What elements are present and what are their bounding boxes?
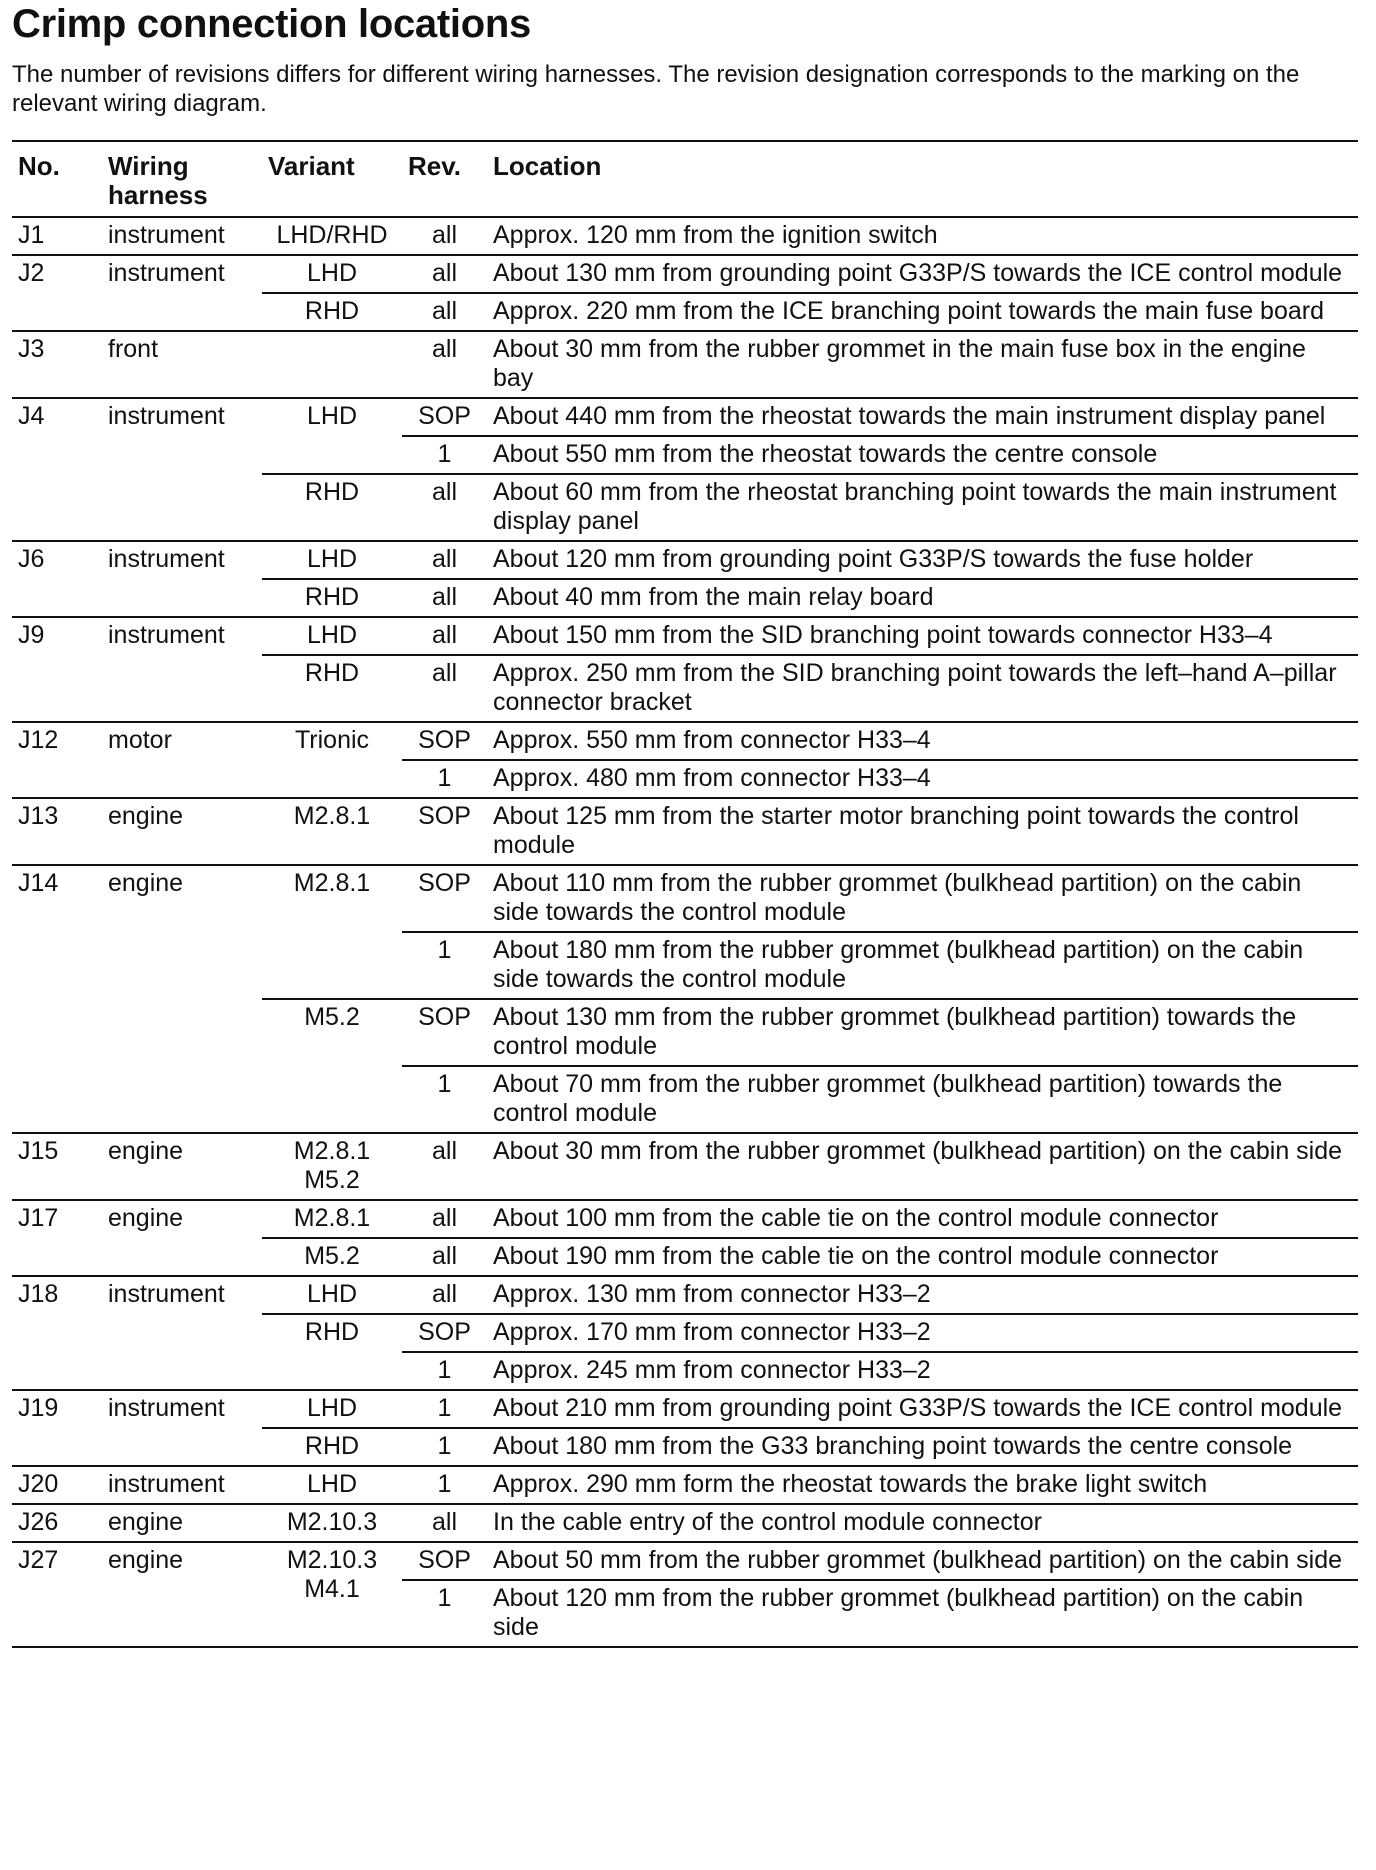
revision: 1 <box>402 1352 487 1390</box>
location-text: Approx. 130 mm from connector H33–2 <box>493 1280 931 1308</box>
variant: RHD <box>262 293 402 331</box>
wiring-harness: instrument <box>108 402 225 430</box>
table-row <box>12 1133 1358 1200</box>
crimp-no: J18 <box>18 1280 59 1308</box>
revision: SOP <box>418 726 471 754</box>
header-no: No. <box>18 151 60 181</box>
revision: 1 <box>402 1580 487 1647</box>
variant: M2.8.1 <box>293 869 371 897</box>
wiring-harness: engine <box>108 1204 184 1232</box>
table-header-row <box>12 141 1358 217</box>
location-text: About 70 mm from the rubber grommet (bulkhead partition) towards the control module <box>487 1066 1358 1133</box>
revision: 1 <box>402 1428 487 1466</box>
variant: LHD <box>306 402 357 430</box>
location-text: About 100 mm from the cable tie on the control module connector <box>493 1204 1219 1232</box>
crimp-no: J26 <box>18 1508 59 1536</box>
location-text: About 130 mm from grounding point G33P/S towards the ICE control module <box>493 259 1343 287</box>
wiring-harness: instrument <box>108 621 225 649</box>
intro-paragraph: The number of revisions differs for different wiring harnesses. The revision designation corresponds to the marking on the relevant wiring diagram. <box>12 61 1300 117</box>
wiring-harness: front <box>108 335 159 363</box>
crimp-no: J20 <box>18 1470 59 1498</box>
header-rev: Rev. <box>408 151 461 181</box>
revision: all <box>402 579 487 617</box>
wiring-harness: engine <box>108 802 184 830</box>
variant: Trionic <box>294 726 370 754</box>
variant: RHD <box>262 579 402 617</box>
table-row <box>12 217 1358 255</box>
crimp-no: J14 <box>18 869 59 897</box>
wiring-harness: instrument <box>108 259 225 287</box>
wiring-harness: instrument <box>108 1394 225 1422</box>
location-text: In the cable entry of the control module connector <box>493 1508 1042 1536</box>
location-text: About 60 mm from the rheostat branching point towards the main instrument display panel <box>487 474 1358 541</box>
table-row <box>12 1276 1358 1314</box>
variant: LHD <box>306 545 357 573</box>
variant: M2.10.3 <box>286 1508 378 1536</box>
variant: LHD <box>306 259 357 287</box>
variant: LHD <box>306 1280 357 1308</box>
location-text: About 150 mm from the SID branching point towards connector H33–4 <box>493 621 1273 649</box>
wiring-harness: engine <box>108 869 184 897</box>
location-text: Approx. 550 mm from connector H33–4 <box>493 726 931 754</box>
variant: M5.2 <box>262 1238 402 1276</box>
wiring-harness: motor <box>108 726 172 754</box>
location-text: About 180 mm from the rubber grommet (bulkhead partition) on the cabin side towards the control module <box>487 932 1358 999</box>
location-text: About 110 mm from the rubber grommet (bulkhead partition) on the cabin side towards the control module <box>493 869 1302 926</box>
location-text: About 50 mm from the rubber grommet (bulkhead partition) on the cabin side <box>493 1546 1343 1574</box>
crimp-no: J17 <box>18 1204 59 1232</box>
revision: all <box>431 1204 457 1232</box>
revision: 1 <box>402 760 487 798</box>
variant: RHD <box>262 655 402 722</box>
revision: SOP <box>402 1314 487 1352</box>
location-text: About 550 mm from the rheostat towards the centre console <box>487 436 1358 474</box>
revision: all <box>402 1238 487 1276</box>
crimp-no: J1 <box>18 221 45 249</box>
revision: all <box>431 621 457 649</box>
header-wiring-harness: Wiring harness <box>108 151 208 210</box>
location-text: Approx. 290 mm form the rheostat towards the brake light switch <box>493 1470 1208 1498</box>
revision: all <box>402 655 487 722</box>
variant: LHD <box>306 1394 357 1422</box>
table-row <box>12 255 1358 293</box>
revision: SOP <box>418 802 471 830</box>
table-row <box>12 722 1358 760</box>
table-row <box>12 798 1358 865</box>
wiring-harness: instrument <box>108 1280 225 1308</box>
location-text: Approx. 120 mm from the ignition switch <box>493 221 938 249</box>
location-text: Approx. 480 mm from connector H33–4 <box>487 760 1358 798</box>
variant: LHD <box>306 621 357 649</box>
location-text: About 30 mm from the rubber grommet in the main fuse box in the engine bay <box>493 335 1306 392</box>
wiring-harness: engine <box>108 1508 184 1536</box>
variant: RHD <box>262 474 402 541</box>
location-text: About 440 mm from the rheostat towards the main instrument display panel <box>493 402 1326 430</box>
location-text: Approx. 250 mm from the SID branching point towards the left–hand A–pillar connector bracket <box>487 655 1358 722</box>
revision: 1 <box>402 436 487 474</box>
crimp-no: J19 <box>18 1394 59 1422</box>
wiring-harness: instrument <box>108 1470 225 1498</box>
variant: LHD/RHD <box>276 221 388 249</box>
variant: M5.2 <box>262 999 402 1133</box>
revision: SOP <box>402 999 487 1066</box>
location-text: About 130 mm from the rubber grommet (bulkhead partition) towards the control module <box>487 999 1358 1066</box>
variant: M2.8.1 M5.2 <box>293 1137 371 1194</box>
variant: RHD <box>262 1428 402 1466</box>
variant <box>262 331 402 398</box>
page-title: Crimp connection locations <box>12 2 531 46</box>
revision: 1 <box>402 932 487 999</box>
table-row <box>12 331 1358 398</box>
crimp-no: J12 <box>18 726 59 754</box>
revision: SOP <box>418 402 471 430</box>
wiring-harness: instrument <box>108 545 225 573</box>
revision: all <box>402 474 487 541</box>
location-text: About 125 mm from the starter motor branching point towards the control module <box>493 802 1299 859</box>
location-text: About 40 mm from the main relay board <box>487 579 1358 617</box>
revision: SOP <box>418 1546 471 1574</box>
revision: all <box>431 1137 457 1165</box>
crimp-no: J3 <box>18 335 45 363</box>
table-body <box>12 217 1358 1647</box>
wiring-harness: engine <box>108 1137 184 1165</box>
crimp-no: J27 <box>18 1546 59 1574</box>
revision: 1 <box>402 1066 487 1133</box>
table-row <box>12 1504 1358 1542</box>
revision: all <box>431 545 457 573</box>
crimp-locations-table <box>12 140 1358 1648</box>
crimp-no: J6 <box>18 545 45 573</box>
crimp-no: J13 <box>18 802 59 830</box>
variant: RHD <box>262 1314 402 1390</box>
revision: SOP <box>418 869 471 897</box>
wiring-harness: instrument <box>108 221 225 249</box>
table-row <box>12 1542 1358 1580</box>
table-row <box>12 398 1358 436</box>
revision: all <box>431 335 457 363</box>
table-row <box>12 617 1358 655</box>
wiring-harness: engine <box>108 1546 184 1574</box>
table-row <box>12 1466 1358 1504</box>
table-row <box>12 1390 1358 1428</box>
table-row <box>12 541 1358 579</box>
location-text: About 190 mm from the cable tie on the control module connector <box>487 1238 1358 1276</box>
crimp-no: J4 <box>18 402 45 430</box>
location-text: About 210 mm from grounding point G33P/S towards the ICE control module <box>493 1394 1343 1422</box>
variant: M2.8.1 <box>293 802 371 830</box>
revision: all <box>431 259 457 287</box>
header-variant: Variant <box>268 151 355 181</box>
revision: all <box>402 293 487 331</box>
location-text: About 120 mm from grounding point G33P/S towards the fuse holder <box>493 545 1254 573</box>
revision: 1 <box>437 1394 452 1422</box>
crimp-no: J15 <box>18 1137 59 1165</box>
location-text: About 120 mm from the rubber grommet (bulkhead partition) on the cabin side <box>487 1580 1358 1647</box>
crimp-no: J9 <box>18 621 45 649</box>
header-location: Location <box>493 151 602 181</box>
table-row <box>12 1200 1358 1238</box>
variant: M2.8.1 <box>293 1204 371 1232</box>
revision: 1 <box>437 1470 452 1498</box>
variant: LHD <box>306 1470 357 1498</box>
location-text: Approx. 245 mm from connector H33–2 <box>487 1352 1358 1390</box>
revision: all <box>431 221 457 249</box>
crimp-no: J2 <box>18 259 45 287</box>
location-text: About 30 mm from the rubber grommet (bulkhead partition) on the cabin side <box>493 1137 1343 1165</box>
location-text: About 180 mm from the G33 branching point towards the centre console <box>487 1428 1358 1466</box>
location-text: Approx. 220 mm from the ICE branching point towards the main fuse board <box>487 293 1358 331</box>
revision: all <box>431 1280 457 1308</box>
revision: all <box>431 1508 457 1536</box>
location-text: Approx. 170 mm from connector H33–2 <box>487 1314 1358 1352</box>
table-row <box>12 865 1358 932</box>
variant: M2.10.3 M4.1 <box>286 1546 378 1603</box>
